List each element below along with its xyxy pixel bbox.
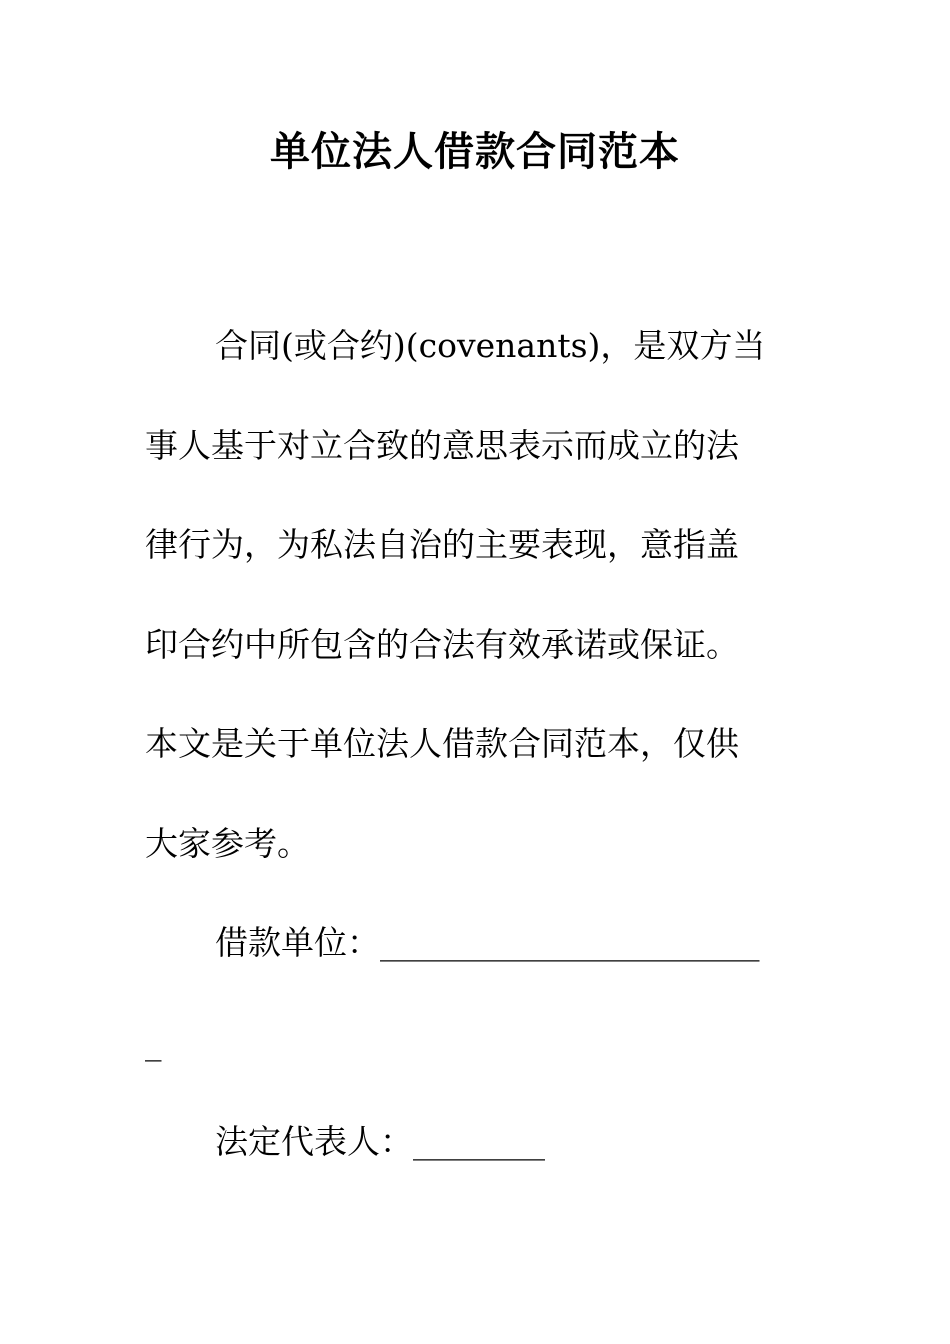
document-body: [145, 296, 805, 1192]
legal-rep-field: [145, 1092, 805, 1192]
intro-line-4: 印合约中所包含的合法有效承诺或保证。: [145, 624, 739, 664]
intro-line-1: 合同(或合约)(covenants)，是双方当: [215, 326, 766, 365]
borrower-field: [145, 893, 805, 993]
borrower-label: 借款单位：: [215, 923, 380, 962]
borrower-blank-wrap-line: [145, 993, 805, 1093]
borrower-blank: _______________________: [380, 923, 760, 962]
intro-line-3: 律行为，为私法自治的主要表现，意指盖: [145, 525, 739, 564]
intro-line-6: 大家参考。: [145, 823, 310, 863]
legal-rep-label: 法定代表人：: [215, 1122, 413, 1161]
legal-rep-blank: ________: [413, 1122, 545, 1161]
intro-line-2: 事人基于对立合致的意思表示而成立的法: [145, 425, 739, 465]
borrower-blank-wrap: _: [145, 1022, 162, 1062]
document-title: 单位法人借款合同范本: [270, 129, 680, 175]
intro-line-5: 本文是关于单位法人借款合同范本，仅供: [145, 724, 739, 763]
